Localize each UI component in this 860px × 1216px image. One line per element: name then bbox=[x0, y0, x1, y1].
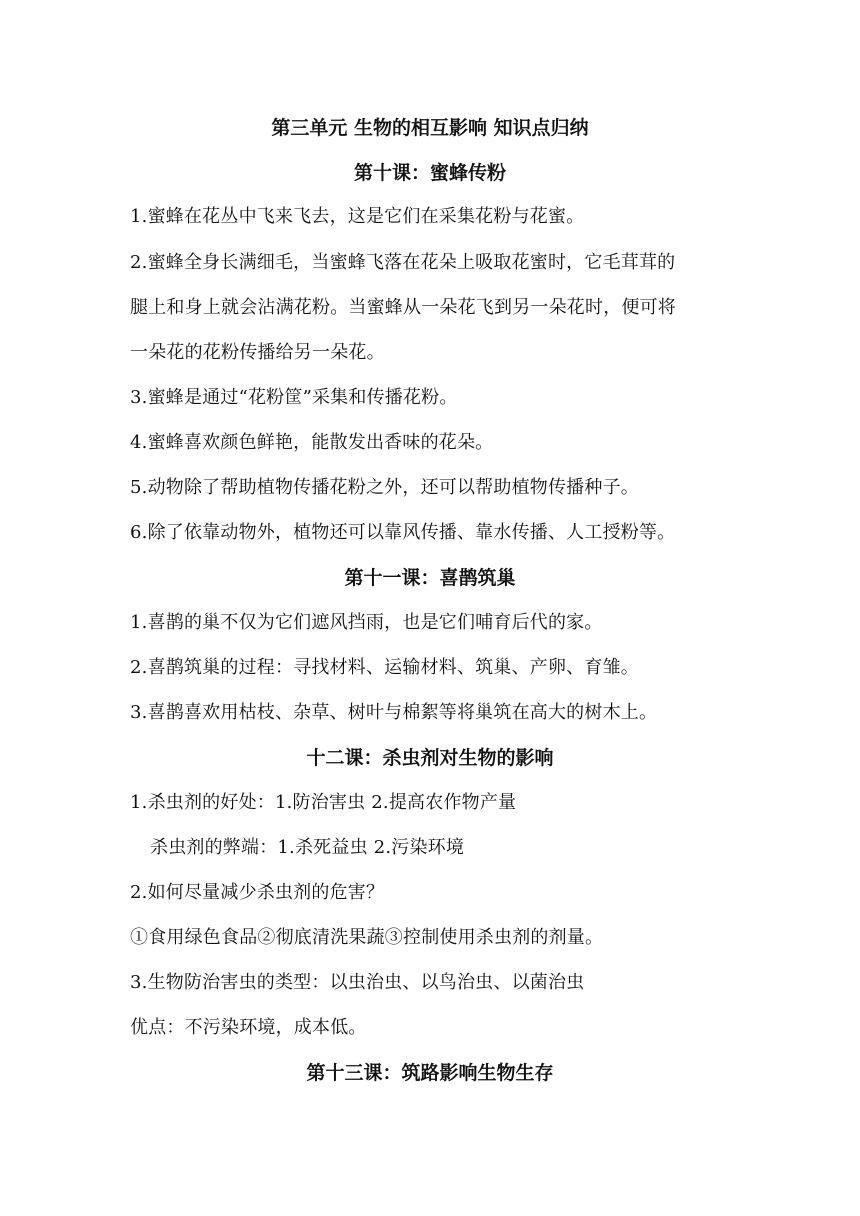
paragraph-line: 3.生物防治害虫的类型：以虫治虫、以鸟治虫、以菌治虫 bbox=[130, 972, 585, 993]
paragraph-line: 1.蜜蜂在花丛中飞来飞去，这是它们在采集花粉与花蜜。 bbox=[130, 206, 585, 227]
paragraph-line: 1.杀虫剂的好处：1.防治害虫 2.提高农作物产量 bbox=[130, 792, 517, 813]
paragraph-line: 6.除了依靠动物外，植物还可以靠风传播、靠水传播、人工授粉等。 bbox=[130, 522, 676, 543]
paragraph-line: ①食用绿色食品②彻底清洗果蔬③控制使用杀虫剂的剂量。 bbox=[130, 927, 604, 948]
paragraph-line: 2.如何尽量减少杀虫剂的危害？ bbox=[130, 882, 385, 903]
section-heading-lesson-10: 第十课：蜜蜂传粉 bbox=[353, 162, 506, 184]
paragraph-line: 优点：不污染环境，成本低。 bbox=[130, 1017, 367, 1038]
section-heading-lesson-11: 第十一课：喜鹊筑巢 bbox=[344, 567, 516, 589]
paragraph-line: 3.蜜蜂是通过“花粉筐”采集和传播花粉。 bbox=[130, 387, 458, 408]
paragraph-line: 4.蜜蜂喜欢颜色鲜艳，能散发出香味的花朵。 bbox=[130, 432, 494, 453]
paragraph-line: 5.动物除了帮助植物传播花粉之外，还可以帮助植物传播种子。 bbox=[130, 477, 639, 498]
paragraph-line: 杀虫剂的弊端：1.杀死益虫 2.污染环境 bbox=[150, 837, 465, 858]
paragraph-line: 一朵花的花粉传播给另一朵花。 bbox=[130, 342, 385, 363]
paragraph-line: 2.蜜蜂全身长满细毛，当蜜蜂飞落在花朵上吸取花蜜时，它毛茸茸的 bbox=[130, 252, 676, 273]
paragraph-line: 3.喜鹊喜欢用枯枝、杂草、树叶与棉絮等将巢筑在高大的树木上。 bbox=[130, 702, 658, 723]
paragraph-line: 2.喜鹊筑巢的过程：寻找材料、运输材料、筑巢、产卵、育雏。 bbox=[130, 657, 639, 678]
section-heading-lesson-13: 第十三课：筑路影响生物生存 bbox=[306, 1062, 554, 1084]
paragraph-line: 1.喜鹊的巢不仅为它们遮风挡雨，也是它们哺育后代的家。 bbox=[130, 612, 603, 633]
paragraph-line: 腿上和身上就会沾满花粉。当蜜蜂从一朵花飞到另一朵花时，便可将 bbox=[130, 297, 676, 318]
document-title: 第三单元 生物的相互影响 知识点归纳 bbox=[271, 117, 589, 139]
section-heading-lesson-12: 十二课：杀虫剂对生物的影响 bbox=[306, 747, 554, 769]
